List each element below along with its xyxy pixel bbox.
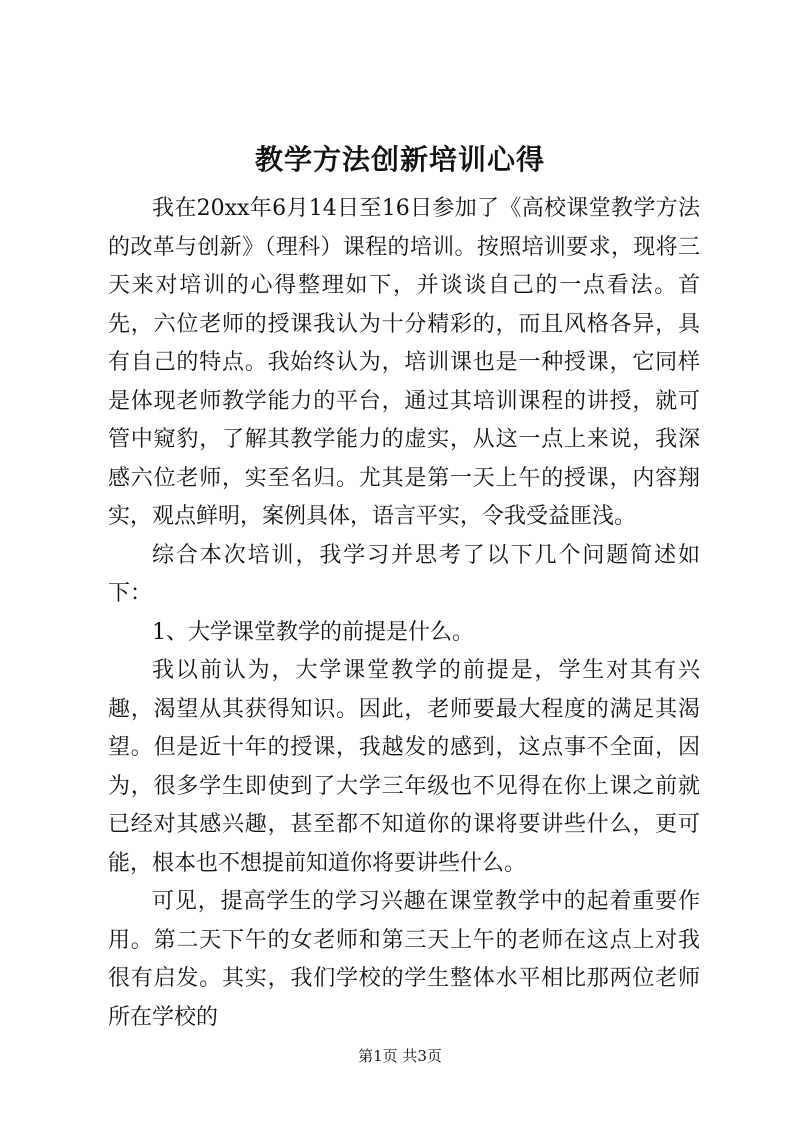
paragraph-intro: 我在20xx年6月14日至16日参加了《高校课堂教学方法的改革与创新》（理科）课程的培训。按照培训要求，现将三天来对培训的心得整理如下，并谈谈自己的一点看法。首先，六位老师的授课我认为十分精彩的，而且风格各异，具有自己的特点。我始终认为，培训课也是一种授课，它同样是体现老师教学能力的平台，通过其培训课程的讲授，就可管中窥豹，了解其教学能力的虚实，从这一点上来说，我深感六位老师，实至名归。尤其是第一天上午的授课，内容翔实，观点鲜明，案例具体，语言平实，令我受益匪浅。 <box>108 196 700 529</box>
paragraph-premise: 我以前认为，大学课堂教学的前提是，学生对其有兴趣，渴望从其获得知识。因此，老师要最大程度的满足其渴望。但是近十年的授课，我越发的感到，这点事不全面，因为，很多学生即使到了大学三年级也不见得在你上课之前就已经对其感兴趣，甚至都不知道你的课将要讲些什么，更可能，根本也不想提前知道你将要讲些什么。 <box>108 658 700 876</box>
paragraph-heading-1: 1、大学课堂教学的前提是什么。 <box>152 619 474 645</box>
page-number-footer: 第1页 共3页 <box>358 1047 442 1065</box>
document-title: 教学方法创新培训心得 <box>254 143 545 176</box>
paragraph-summary: 综合本次培训，我学习并思考了以下几个问题简述如下： <box>108 542 700 606</box>
paragraph-interest: 可见，提高学生的学习兴趣在课堂教学中的起着重要作用。第二天下午的女老师和第三天上午的老师在这点上对我很有启发。其实，我们学校的学生整体水平相比那两位老师所在学校的 <box>108 889 700 1030</box>
document-body <box>108 190 700 1037</box>
